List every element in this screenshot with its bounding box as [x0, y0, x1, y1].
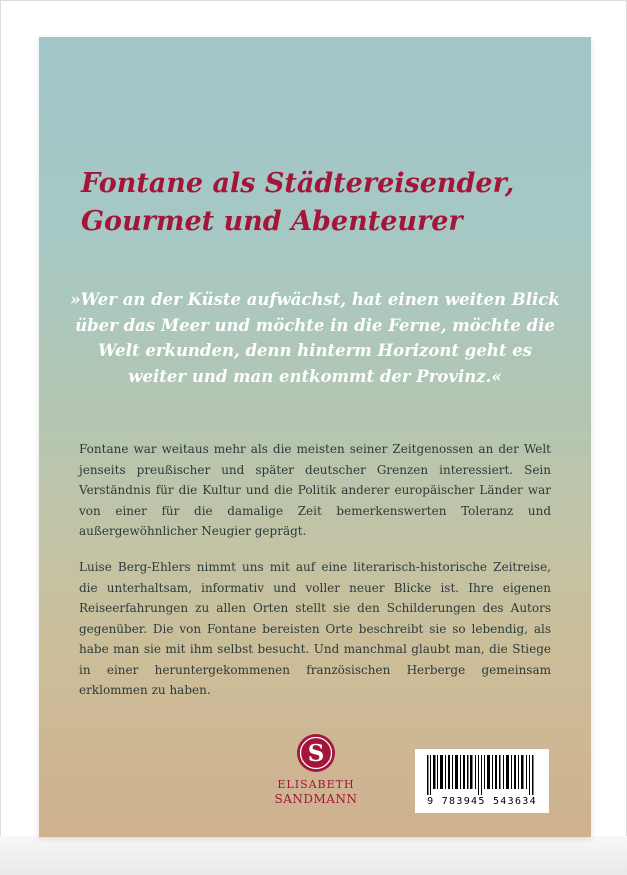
cover-title-line-2: Gourmet und Abenteurer	[81, 206, 463, 237]
book-back-cover	[39, 37, 591, 837]
s-emblem-icon	[297, 734, 335, 772]
publisher-name	[263, 777, 369, 807]
barcode-bars	[415, 749, 549, 797]
cover-title-line-1: Fontane als Städtereisender,	[81, 168, 515, 199]
logo-letter: S	[307, 740, 325, 767]
isbn-barcode	[415, 749, 549, 813]
publisher-logo-emblem	[297, 734, 335, 772]
page-shadow	[0, 836, 627, 875]
blurb-paragraph-1: Fontane war weitaus mehr als die meisten seiner Zeitgenossen an der Welt jenseits preußischer und später deutscher Grenzen interessiert. Sein Verständnis für die Kultur und die Politik anderer europäischer Länder war von einer für die damalige Zeit bemerkenswerten Toleranz und außergewöhnlicher Neugier geprägt.	[79, 442, 551, 538]
publisher-name-line-2: SANDMANN	[274, 792, 358, 806]
cover-quote: »Wer an der Küste aufwächst, hat einen weiten Blick über das Meer und möchte in die Ferne, möchte die Welt erkunden, denn hinterm Horizont geht es weiter und man entkommt der Provinz.«	[70, 290, 560, 386]
publisher-logo	[263, 734, 373, 814]
isbn-number: 9 783945 543634	[427, 796, 537, 807]
cover-title	[81, 165, 561, 241]
publisher-name-line-1: ELISABETH	[277, 778, 355, 791]
blurb-paragraph-2: Luise Berg-Ehlers nimmt uns mit auf eine literarisch-historische Zeitreise, die unterhaltsam, informativ und voller neuer Blicke ist. Ihre eigenen Reiseerfahrungen zu allen Orten stellt sie den Schilderungen des Autors gegenüber. Die von Fontane bereisten Orte beschreibt sie so lebendig, als habe man sie mit ihm selbst besucht. Und manchmal glaubt man, die Stiege in einer heruntergekommenen französischen Herberge gemeinsam erklommen zu haben.	[79, 560, 551, 697]
